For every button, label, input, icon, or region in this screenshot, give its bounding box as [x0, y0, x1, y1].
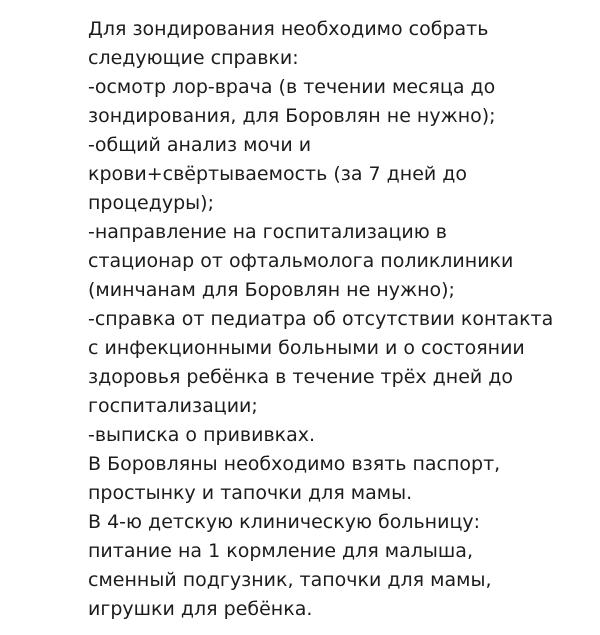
note-line: стационар от офтальмолога поликлиники [88, 250, 514, 272]
note-line: В Боровляны необходимо взять паспорт, [88, 453, 501, 475]
note-text-block [88, 15, 593, 624]
note-line: Для зондирования необходимо собрать [88, 18, 489, 40]
note-line: -общий анализ мочи и [88, 134, 312, 156]
note-line: игрушки для ребёнка. [88, 598, 313, 620]
note-line: -направление на госпитализацию в [88, 221, 447, 243]
note-line: питание на 1 кормление для малыша, [88, 540, 473, 562]
note-line: -осмотр лор-врача (в течении месяца до [88, 76, 496, 98]
note-line: госпитализации; [88, 395, 258, 417]
note-line: (минчанам для Боровлян не нужно); [88, 279, 455, 301]
note-line: зондирования, для Боровлян не нужно); [88, 105, 496, 127]
note-line: простынку и тапочки для мамы. [88, 482, 413, 504]
note-line: здоровья ребёнка в течение трёх дней до [88, 366, 514, 388]
note-line: процедуры); [88, 192, 214, 214]
note-line: -выписка о прививках. [88, 424, 316, 446]
note-line: сменный подгузник, тапочки для мамы, [88, 569, 492, 591]
note-line: -справка от педиатра об отсутствии контакта [88, 308, 554, 330]
note-line: В 4-ю детскую клиническую больницу: [88, 511, 481, 533]
note-line: следующие справки: [88, 47, 299, 69]
note-line: с инфекционными больными и о состоянии [88, 337, 525, 359]
note-line: крови+свёртываемость (за 7 дней до [88, 163, 468, 185]
